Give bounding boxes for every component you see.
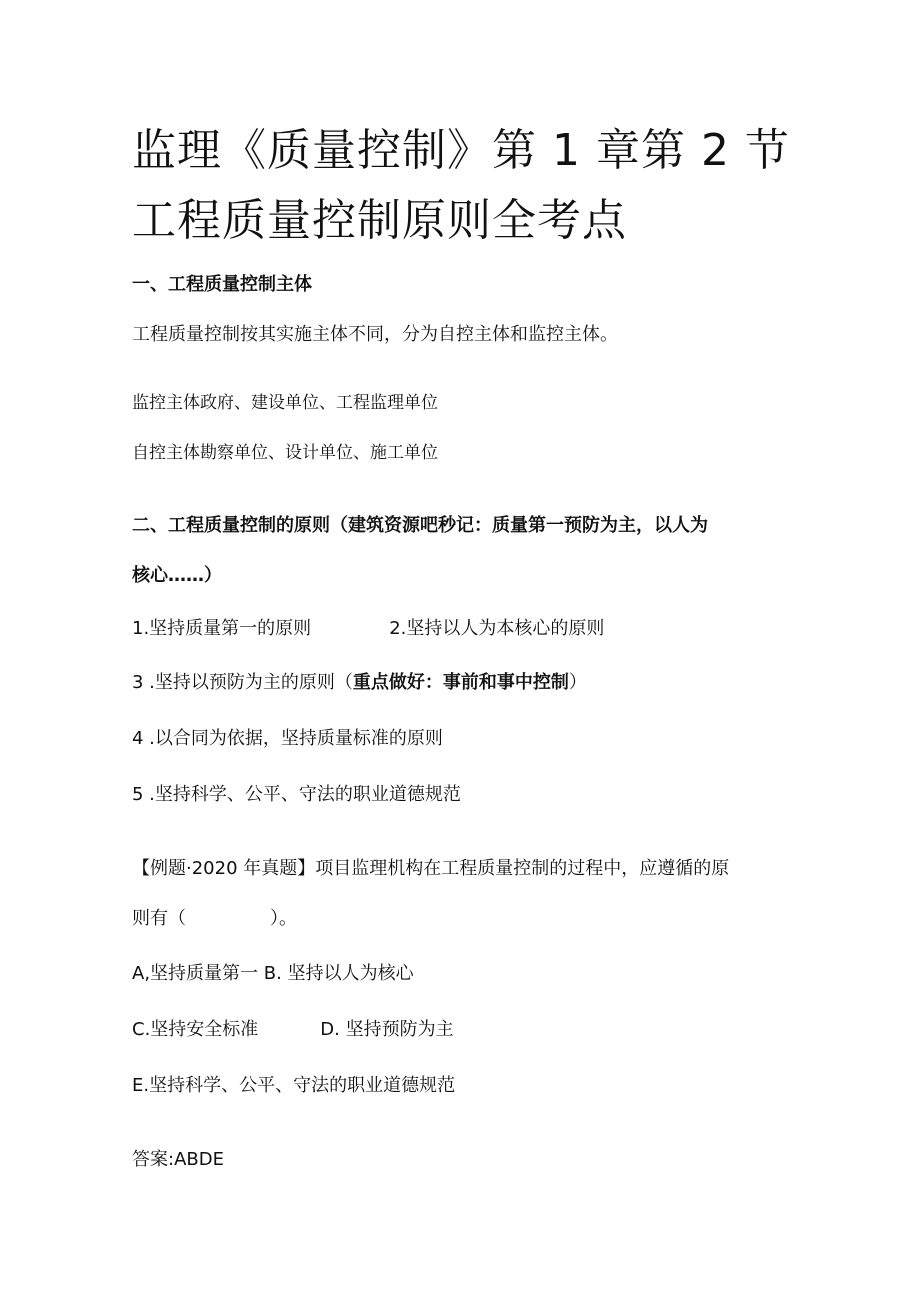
monitor-subject-line: 监控主体政府、建设单位、工程监理单位: [132, 393, 438, 413]
option-d: D. 坚持预防为主: [320, 1019, 454, 1040]
section1-intro: 工程质量控制按其实施主体不同，分为自控主体和监控主体。: [132, 324, 618, 345]
principle-1: 1.坚持质量第一的原则: [132, 618, 312, 639]
principle-2: 2.坚持以人为本核心的原则: [389, 618, 605, 639]
principle-3-emphasis: 重点做好：事前和事中控制: [352, 672, 569, 693]
example-question-line2: [132, 907, 297, 931]
options-row-cd: [132, 1018, 454, 1042]
answer-line: 答案:ABDE: [132, 1149, 224, 1170]
blank-open: 则有（: [132, 908, 186, 929]
section1-heading: 一、工程质量控制主体: [132, 274, 312, 295]
principle-3-text: 3 .坚持以预防为主的原则（: [132, 672, 353, 693]
principle-4: 4 .以合同为依据，坚持质量标准的原则: [132, 728, 443, 749]
blank-close: ）。: [270, 908, 297, 929]
principle-3-close: ）: [568, 672, 587, 693]
principles-row-1: [132, 617, 604, 641]
options-row-ab: [132, 962, 414, 986]
document-title: 监理《质量控制》第 1 章第 2 节工程质量控制原则全考点: [132, 125, 790, 246]
principle-5: 5 .坚持科学、公平、守法的职业道德规范: [132, 784, 461, 805]
principle-3: [132, 671, 587, 695]
self-control-subject-line: 自控主体勘察单位、设计单位、施工单位: [132, 443, 438, 463]
section2-heading-line1: 二、工程质量控制的原则（建筑资源吧秒记：质量第一预防为主，以人为: [132, 515, 708, 536]
example-question-line1: 【例题·2020 年真题】项目监理机构在工程质量控制的过程中，应遵循的原: [132, 858, 730, 879]
option-e: E.坚持科学、公平、守法的职业道德规范: [132, 1075, 456, 1096]
option-a: A,坚持质量第一: [132, 963, 259, 984]
option-b: B. 坚持以人为核心: [263, 963, 414, 984]
option-c: C.坚持安全标准: [132, 1019, 259, 1040]
section2-heading-line2: 核心……）: [132, 565, 222, 586]
